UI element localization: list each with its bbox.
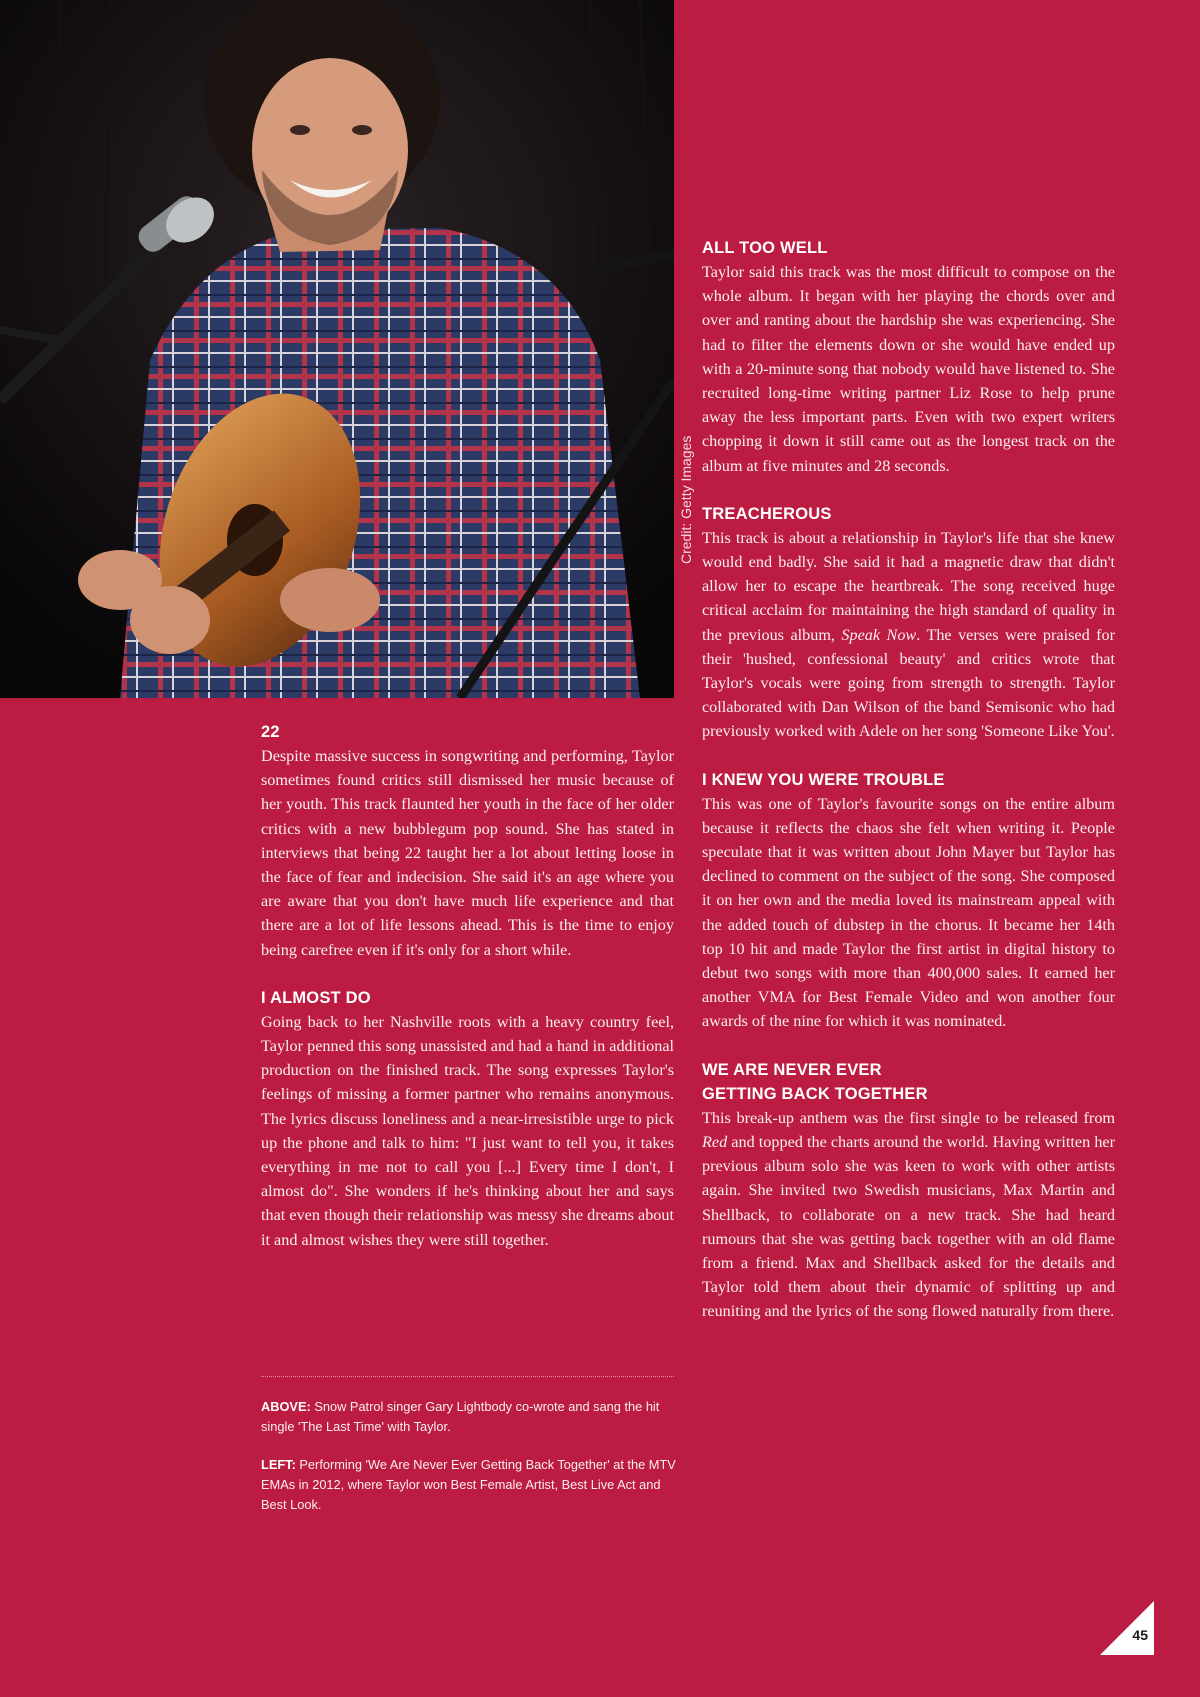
caption-text: Performing 'We Are Never Ever Getting Back Together' at the MTV EMAs in 2012, where Taylor won Best Female Artist, Best Live Act and Best Look. [261, 1457, 676, 1512]
body-text: and topped the charts around the world. Having written her previous album solo she was keen to work with other artists again. She invited two Swedish musicians, Max Martin and Shellback, to collaborate on a new track. She had heard rumours that she was getting back together with an old flame from a friend. Max and Shellback asked for the details and Taylor told them about their dynamic of splitting up and reuniting and the lyrics of the song flowed naturally from there. [702, 1132, 1115, 1321]
body-text: This track is about a relationship in Taylor's life that she knew would end badly. She said it had a magnetic draw that didn't allow her to escape the heartbreak. The song received huge critical acclaim for maintaining the high standard of quality in the previous album, [702, 528, 1115, 644]
section-treacherous [702, 502, 1115, 744]
section-title [702, 1058, 1115, 1106]
section-body [702, 526, 1115, 744]
caption-text: Snow Patrol singer Gary Lightbody co-wrote and sang the hit single 'The Last Time' with Taylor. [261, 1399, 660, 1434]
photo-credit: Credit: Getty Images [678, 435, 694, 564]
caption-above [261, 1397, 681, 1437]
section-title: I ALMOST DO [261, 988, 371, 1007]
section-body: Taylor said this track was the most difficult to compose on the whole album. It began with her playing the chords over and over and ranting about the hardship she was experiencing. She had to filter the elements down or she would have ended up with a 20-minute song that nobody would have listened to. She recruited long-time writing partner Liz Rose to help prune away the less important parts. Even with two expert writers chopping it down it still came out as the longest track on the album at five minutes and 28 seconds. [702, 263, 1115, 475]
body-text: . The verses were praised for their 'hushed, confessional beauty' and critics wrote that Taylor's vocals were going from strength to strength. Taylor collaborated with Dan Wilson of the band Semisonic who had previously worked with Adele on her song 'Someone Like You'. [702, 625, 1115, 741]
section-title: I KNEW YOU WERE TROUBLE [702, 770, 945, 789]
section-we-are-never-ever [702, 1058, 1115, 1324]
photo-captions [261, 1397, 681, 1533]
section-body: Despite massive success in songwriting and performing, Taylor sometimes found critics still dismissed her music because of her youth. This track flaunted her youth in the face of her older critics with a new bubblegum pop sound. She has stated in interviews that being 22 taught her a lot about letting loose in the face of fear and indecision. She said it's an age where you are aware that you don't have much life experience and that there are a lot of life lessons ahead. This is the time to enjoy being carefree even if it's only for a short while. [261, 747, 674, 959]
section-title: 22 [261, 723, 280, 741]
section-i-knew-you-were-trouble [702, 768, 1115, 1034]
title-line: WE ARE NEVER EVER [702, 1060, 882, 1079]
caption-divider [261, 1376, 674, 1377]
section-title: ALL TOO WELL [702, 239, 828, 257]
right-column [702, 236, 1115, 1348]
section-body [702, 1106, 1115, 1324]
caption-label: LEFT: [261, 1457, 296, 1472]
performer-illustration [0, 0, 674, 698]
section-body: This was one of Taylor's favourite songs on the entire album because it reflects the chaos she felt when writing it. People speculate that it was written about John Mayer but Taylor has declined to comment on the subject of the song. She composed it on her own and the media loved its mainstream appeal with the added touch of dubstep in the chorus. It became her 14th top 10 hit and made Taylor the first artist in digital history to debut two songs with more than 400,000 sales. It earned her another VMA for Best Female Video and won another four awards of the nine for which it was nominated. [702, 794, 1115, 1031]
body-text: This break-up anthem was the first single to be released from [702, 1108, 1115, 1127]
caption-label: ABOVE: [261, 1399, 311, 1414]
section-title: TREACHEROUS [702, 504, 832, 523]
left-column [261, 720, 674, 1276]
album-title: Speak Now [841, 625, 917, 644]
section-all-too-well [702, 236, 1115, 478]
section-i-almost-do [261, 986, 674, 1252]
section-22 [261, 720, 674, 962]
performer-photo [0, 0, 674, 698]
caption-left [261, 1455, 681, 1515]
page-number-badge [1100, 1601, 1154, 1655]
title-line: GETTING BACK TOGETHER [702, 1084, 928, 1103]
page-number: 45 [1132, 1627, 1148, 1643]
album-title: Red [702, 1132, 728, 1151]
section-body: Going back to her Nashville roots with a heavy country feel, Taylor penned this song unassisted and had a hand in additional production on the finished track. The song expresses Taylor's feelings of missing a former partner who remains anonymous. The lyrics discuss loneliness and a near-irresistible urge to pick up the phone and talk to him: "I just want to tell you, it takes everything in me not to call you [...] Every time I don't, I almost do". She wonders if he's thinking about her and says that even though their relationship was messy she dreams about it and almost wishes they were still together. [261, 1012, 674, 1249]
